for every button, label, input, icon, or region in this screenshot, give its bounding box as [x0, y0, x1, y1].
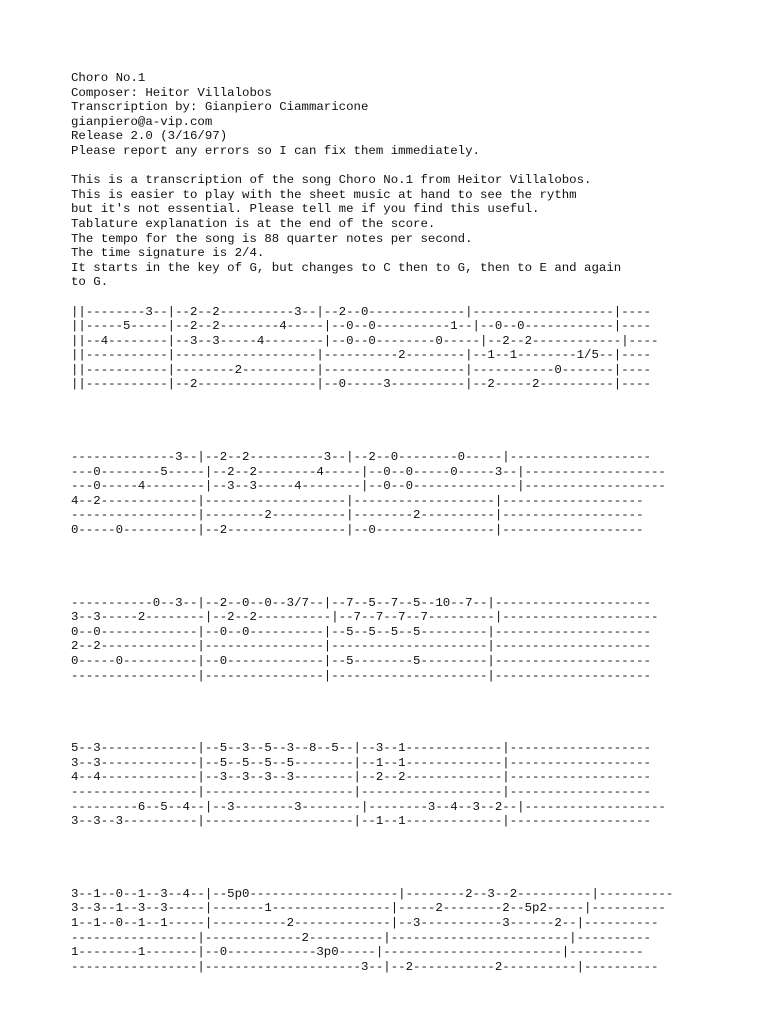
tab-string-line: ||-----5-----|--2--2--------4-----|--0--0----------1--|--0--0------------|----	[71, 319, 651, 334]
tab-string-line: 1--------1-------|--0------------3p0-----|------------------------|----------	[71, 945, 644, 960]
tab-string-line: 4--2-------------|-------------------|-------------------|-------------------	[71, 493, 644, 508]
intro-block	[71, 173, 761, 290]
tab-staff-block	[71, 887, 761, 975]
email-line: gianpiero@a-vip.com	[71, 114, 213, 129]
tab-string-line: -----------------|----------------|---------------------|---------------------	[71, 668, 651, 683]
tab-string-line: ||--4--------|--3--3-----4--------|--0--0--------0-----|--2--2------------|----	[71, 333, 659, 348]
intro-line: The time signature is 2/4.	[71, 246, 265, 261]
intro-line: This is easier to play with the sheet music at hand to see the rythm	[71, 187, 577, 202]
tab-staff-block	[71, 596, 761, 684]
tab-string-line: --------------3--|--2--2----------3--|--2--0--------0-----|-------------------	[71, 450, 651, 465]
tab-staff-block	[71, 741, 761, 829]
tab-string-line: -----------0--3--|--2--0--0--3/7--|--7--5--7--5--10--7--|---------------------	[71, 595, 651, 610]
report-errors-line: Please report any errors so I can fix them immediately.	[71, 143, 480, 158]
tab-string-line: ||-----------|--------2----------|-------------------|-----------0-------|----	[71, 362, 651, 377]
tab-string-line: 0-----0----------|--0-------------|--5--------5---------|---------------------	[71, 654, 651, 668]
document-page	[71, 71, 761, 974]
release-line: Release 2.0 (3/16/97)	[71, 129, 228, 144]
song-title: Choro No.1	[71, 71, 146, 85]
tab-string-line: 5--3-------------|--5--3--5--3--8--5--|--3--1-------------|-------------------	[71, 741, 651, 756]
tab-string-line: ||--------3--|--2--2----------3--|--2--0-------------|-------------------|----	[71, 304, 651, 319]
tab-string-line: 3--3-----2--------|--2--2----------|--7--7--7--7---------|---------------------	[71, 610, 659, 625]
tab-string-line: 3--3--3----------|--------------------|--1--1-------------|-------------------	[71, 814, 651, 829]
tab-staff-block	[71, 305, 761, 393]
intro-line: but it's not essential. Please tell me if you find this useful.	[71, 202, 540, 217]
tab-string-line: ---0-----4--------|--3--3-----4--------|--0--0--------------|-------------------	[71, 479, 666, 494]
composer-line: Composer: Heitor Villalobos	[71, 85, 272, 100]
tab-string-line: 3--3--1--3--3-----|-------1----------------|-----2--------2--5p2-----|----------	[71, 901, 666, 916]
header-block	[71, 71, 761, 159]
tab-string-line: -----------------|--------2----------|--------2----------|-------------------	[71, 508, 644, 523]
tab-string-line: ---------6--5--4--|--3--------3--------|--------3--4--3--2--|-------------------	[71, 799, 666, 814]
intro-line: Tablature explanation is at the end of the score.	[71, 216, 436, 231]
tab-string-line: 2--2-------------|----------------|---------------------|---------------------	[71, 639, 651, 654]
tab-string-line: 1--1--0--1--1-----|----------2-------------|--3-----------3------2--|----------	[71, 915, 659, 930]
tab-string-line: -----------------|--------------------|-------------------|-------------------	[71, 784, 651, 799]
intro-line: It starts in the key of G, but changes to C then to G, then to E and again	[71, 260, 622, 275]
tab-string-line: ||-----------|-------------------|----------2--------|--1--1--------1/5--|----	[71, 348, 651, 363]
tab-string-line: ||-----------|--2----------------|--0-----3----------|--2-----2----------|----	[71, 377, 651, 392]
tab-string-line: 0--0-------------|--0--0----------|--5--5--5--5---------|---------------------	[71, 624, 651, 639]
intro-line: This is a transcription of the song Choro No.1 from Heitor Villalobos.	[71, 173, 592, 188]
tab-string-line: 3--1--0--1--3--4--|--5p0--------------------|--------2--3--2----------|----------	[71, 886, 674, 901]
tab-string-line: 4--4-------------|--3--3--3--3--------|--2--2-------------|-------------------	[71, 770, 651, 785]
tab-string-line: -----------------|-------------2----------|------------------------|----------	[71, 930, 651, 945]
tab-string-line: 0-----0----------|--2----------------|--0----------------|-------------------	[71, 523, 644, 538]
intro-line: to G.	[71, 275, 109, 290]
tab-staff-block	[71, 450, 761, 538]
tab-string-line: 3--3-------------|--5--5--5--5--------|--1--1-------------|-------------------	[71, 755, 651, 770]
tab-string-line: ---0--------5-----|--2--2--------4-----|--0--0-----0-----3--|-------------------	[71, 464, 666, 479]
intro-line: The tempo for the song is 88 quarter notes per second.	[71, 231, 473, 246]
transcriber-line: Transcription by: Gianpiero Ciammaricone	[71, 100, 369, 115]
tab-string-line: -----------------|---------------------3--|--2-----------2----------|----------	[71, 959, 659, 974]
